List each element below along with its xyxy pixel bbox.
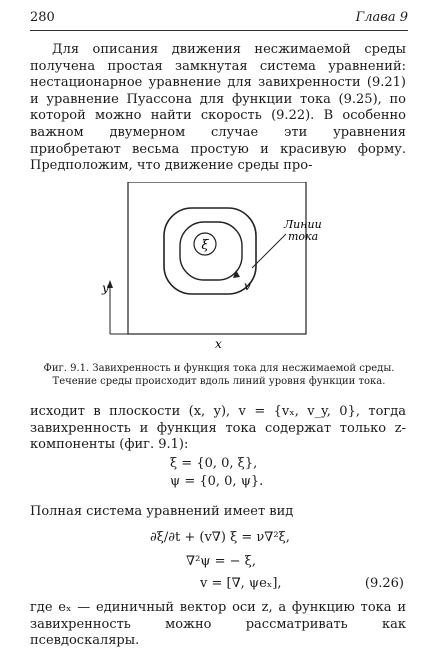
figure-svg xyxy=(100,182,370,352)
paragraph-2: исходит в плоскости (x, y), v = {vₓ, v_y, 0}, тогда завихренность и функция тока содержат только z-компоненты (фиг. 9.1): xyxy=(30,404,406,453)
velocity-label: v xyxy=(244,279,251,293)
stream-line-middle xyxy=(180,222,242,280)
paragraph-3: Полная система уравнений имеет вид xyxy=(30,504,294,519)
equation-number: (9.26) xyxy=(364,576,404,591)
page-number: 280 xyxy=(30,10,55,25)
equation-xi: ξ = {0, 0, ξ}, xyxy=(170,456,258,471)
figure-caption: Фиг. 9.1. Завихренность и функция тока для несжимаемой среды. Течение среды происходит вдоль линий уровня функции тока. xyxy=(43,363,395,387)
equation-velocity: v = [∇, ψeₓ], xyxy=(200,576,282,591)
outer-boundary xyxy=(128,182,306,334)
equation-psi: ψ = {0, 0, ψ}. xyxy=(170,474,264,489)
x-axis-label: x xyxy=(215,337,222,351)
xi-label: ξ xyxy=(201,238,209,253)
chapter-title: Глава 9 xyxy=(355,10,408,25)
figure-9-1 xyxy=(100,182,370,352)
label-leader-line xyxy=(252,234,286,268)
equation-poisson: ∇²ψ = − ξ, xyxy=(186,554,256,569)
page-header xyxy=(30,8,408,30)
stream-lines-label-1: Линии xyxy=(284,218,322,231)
stream-lines-label-2: тока xyxy=(288,230,319,243)
header-rule xyxy=(30,30,408,31)
paragraph-1: Для описания движения несжимаемой среды получена простая замкнутая система уравнений: нестационарное уравнение для завихренности (9.21) и уравнение Пуассона для функции тока (9.25), по которой можно найти скорость (9.22). В особенно важном двумерном случае эти уравнения приобретают весьма простую и красивую форму. Предположим, что движение среды про- xyxy=(30,42,406,174)
y-axis-label: y xyxy=(102,281,109,295)
paragraph-4: где eₓ — единичный вектор оси z, а функцию тока и завихренность можно рассматривать как псевдоскаляры. xyxy=(30,600,406,649)
equation-vorticity: ∂ξ/∂t + (v∇) ξ = ν∇²ξ, xyxy=(150,530,290,545)
